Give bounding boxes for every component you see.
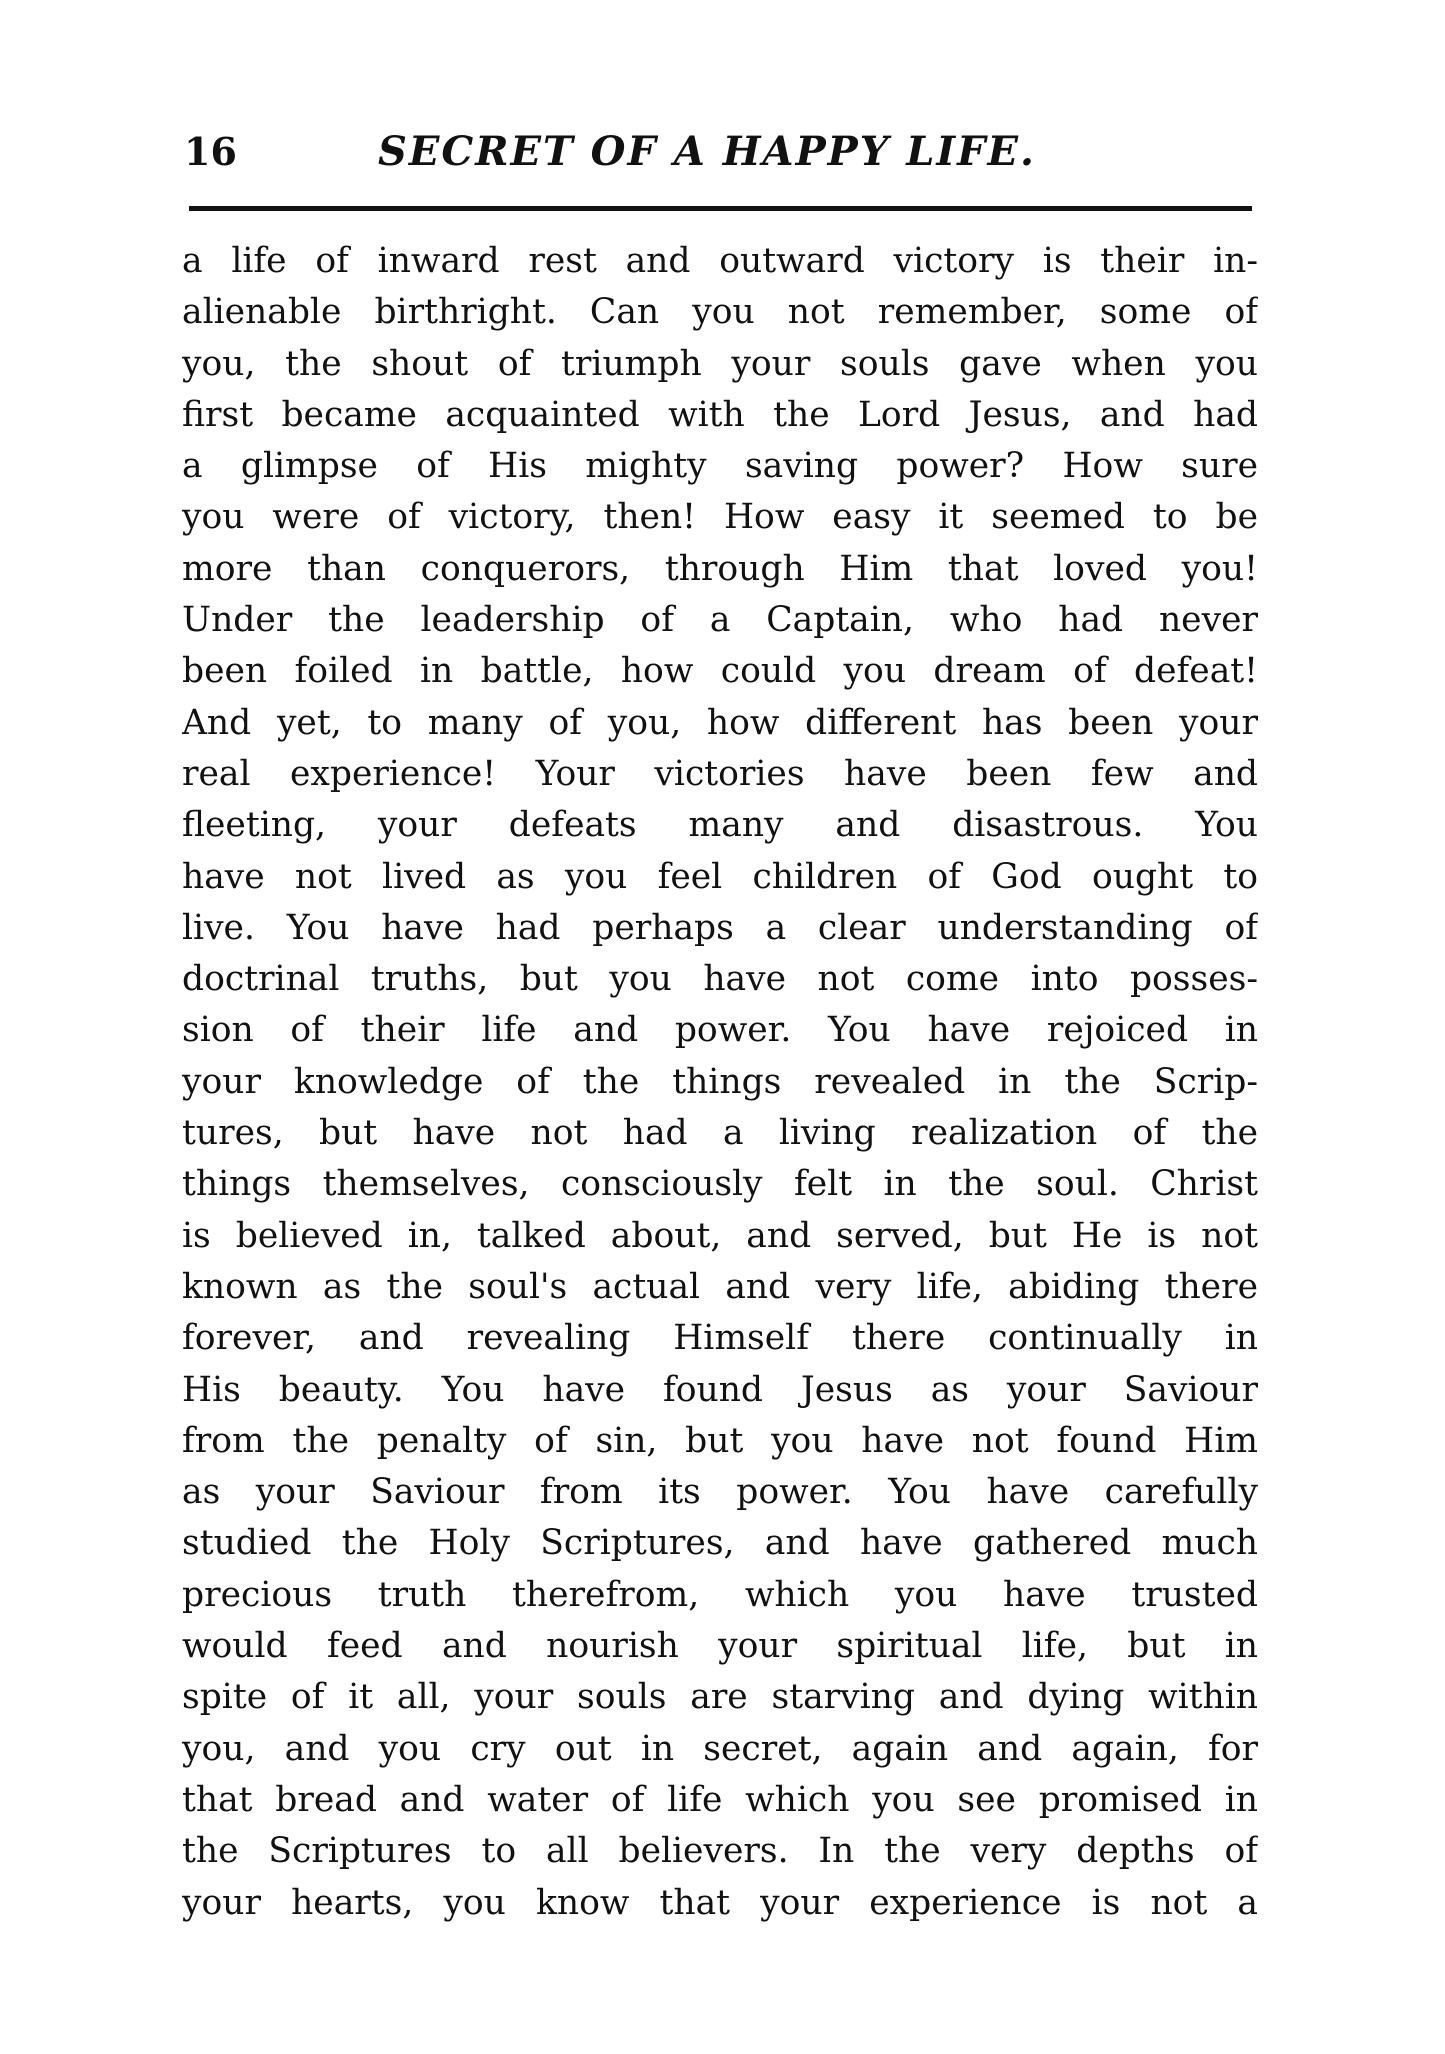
text-line: tures, but have not had a living realization of the (182, 1113, 1258, 1154)
running-head (184, 128, 1254, 188)
text-line: live. You have had perhaps a clear understanding of (182, 907, 1258, 948)
text-line: a glimpse of His mighty saving power? How sure (182, 446, 1258, 487)
text-line: His beauty. You have found Jesus as your Saviour (182, 1369, 1258, 1410)
text-line: you were of victory, then! How easy it seemed to be (182, 497, 1258, 538)
text-line: more than conquerors, through Him that loved you! (182, 548, 1258, 589)
header-rule (189, 206, 1252, 211)
running-title: SECRET OF A HAPPY LIFE. (378, 128, 1036, 175)
text-line: have not lived as you feel children of God ought to (182, 856, 1258, 897)
text-line: alienable birthright. Can you not remember, some of (182, 292, 1258, 333)
text-line: doctrinal truths, but you have not come into posses- (182, 959, 1258, 1000)
text-line: And yet, to many of you, how different has been your (182, 702, 1258, 743)
text-line: forever, and revealing Himself there continually in (182, 1318, 1258, 1359)
text-line: is believed in, talked about, and served, but He is not (182, 1215, 1258, 1256)
text-line: sion of their life and power. You have rejoiced in (182, 1010, 1258, 1051)
text-line: as your Saviour from its power. You have carefully (182, 1472, 1258, 1513)
text-line: your hearts, you know that your experience is not a (182, 1882, 1258, 1923)
page-number: 16 (184, 129, 237, 174)
text-line: precious truth therefrom, which you have trusted (182, 1574, 1258, 1615)
text-line: you, and you cry out in secret, again and again, for (182, 1728, 1258, 1769)
body-text (182, 236, 1258, 1929)
text-line: known as the soul's actual and very life, abiding there (182, 1266, 1258, 1307)
text-line: Under the leadership of a Captain, who had never (182, 600, 1258, 641)
text-line: that bread and water of life which you see promised in (182, 1779, 1258, 1820)
text-line: would feed and nourish your spiritual life, but in (182, 1626, 1258, 1667)
text-line: first became acquainted with the Lord Jesus, and had (182, 394, 1258, 435)
text-line: fleeting, your defeats many and disastrous. You (182, 805, 1258, 846)
text-line: your knowledge of the things revealed in the Scrip- (182, 1061, 1258, 1102)
text-line: been foiled in battle, how could you dream of defeat! (182, 651, 1258, 692)
text-line: studied the Holy Scriptures, and have gathered much (182, 1523, 1258, 1564)
text-line: the Scriptures to all believers. In the very depths of (182, 1831, 1258, 1872)
text-line: you, the shout of triumph your souls gave when you (182, 343, 1258, 384)
text-line: from the penalty of sin, but you have not found Him (182, 1420, 1258, 1461)
text-line: a life of inward rest and outward victory is their in- (182, 241, 1258, 281)
text-line: things themselves, consciously felt in the soul. Christ (182, 1164, 1258, 1205)
text-line: real experience! Your victories have been few and (182, 753, 1258, 794)
text-line: spite of it all, your souls are starving and dying within (182, 1677, 1258, 1718)
